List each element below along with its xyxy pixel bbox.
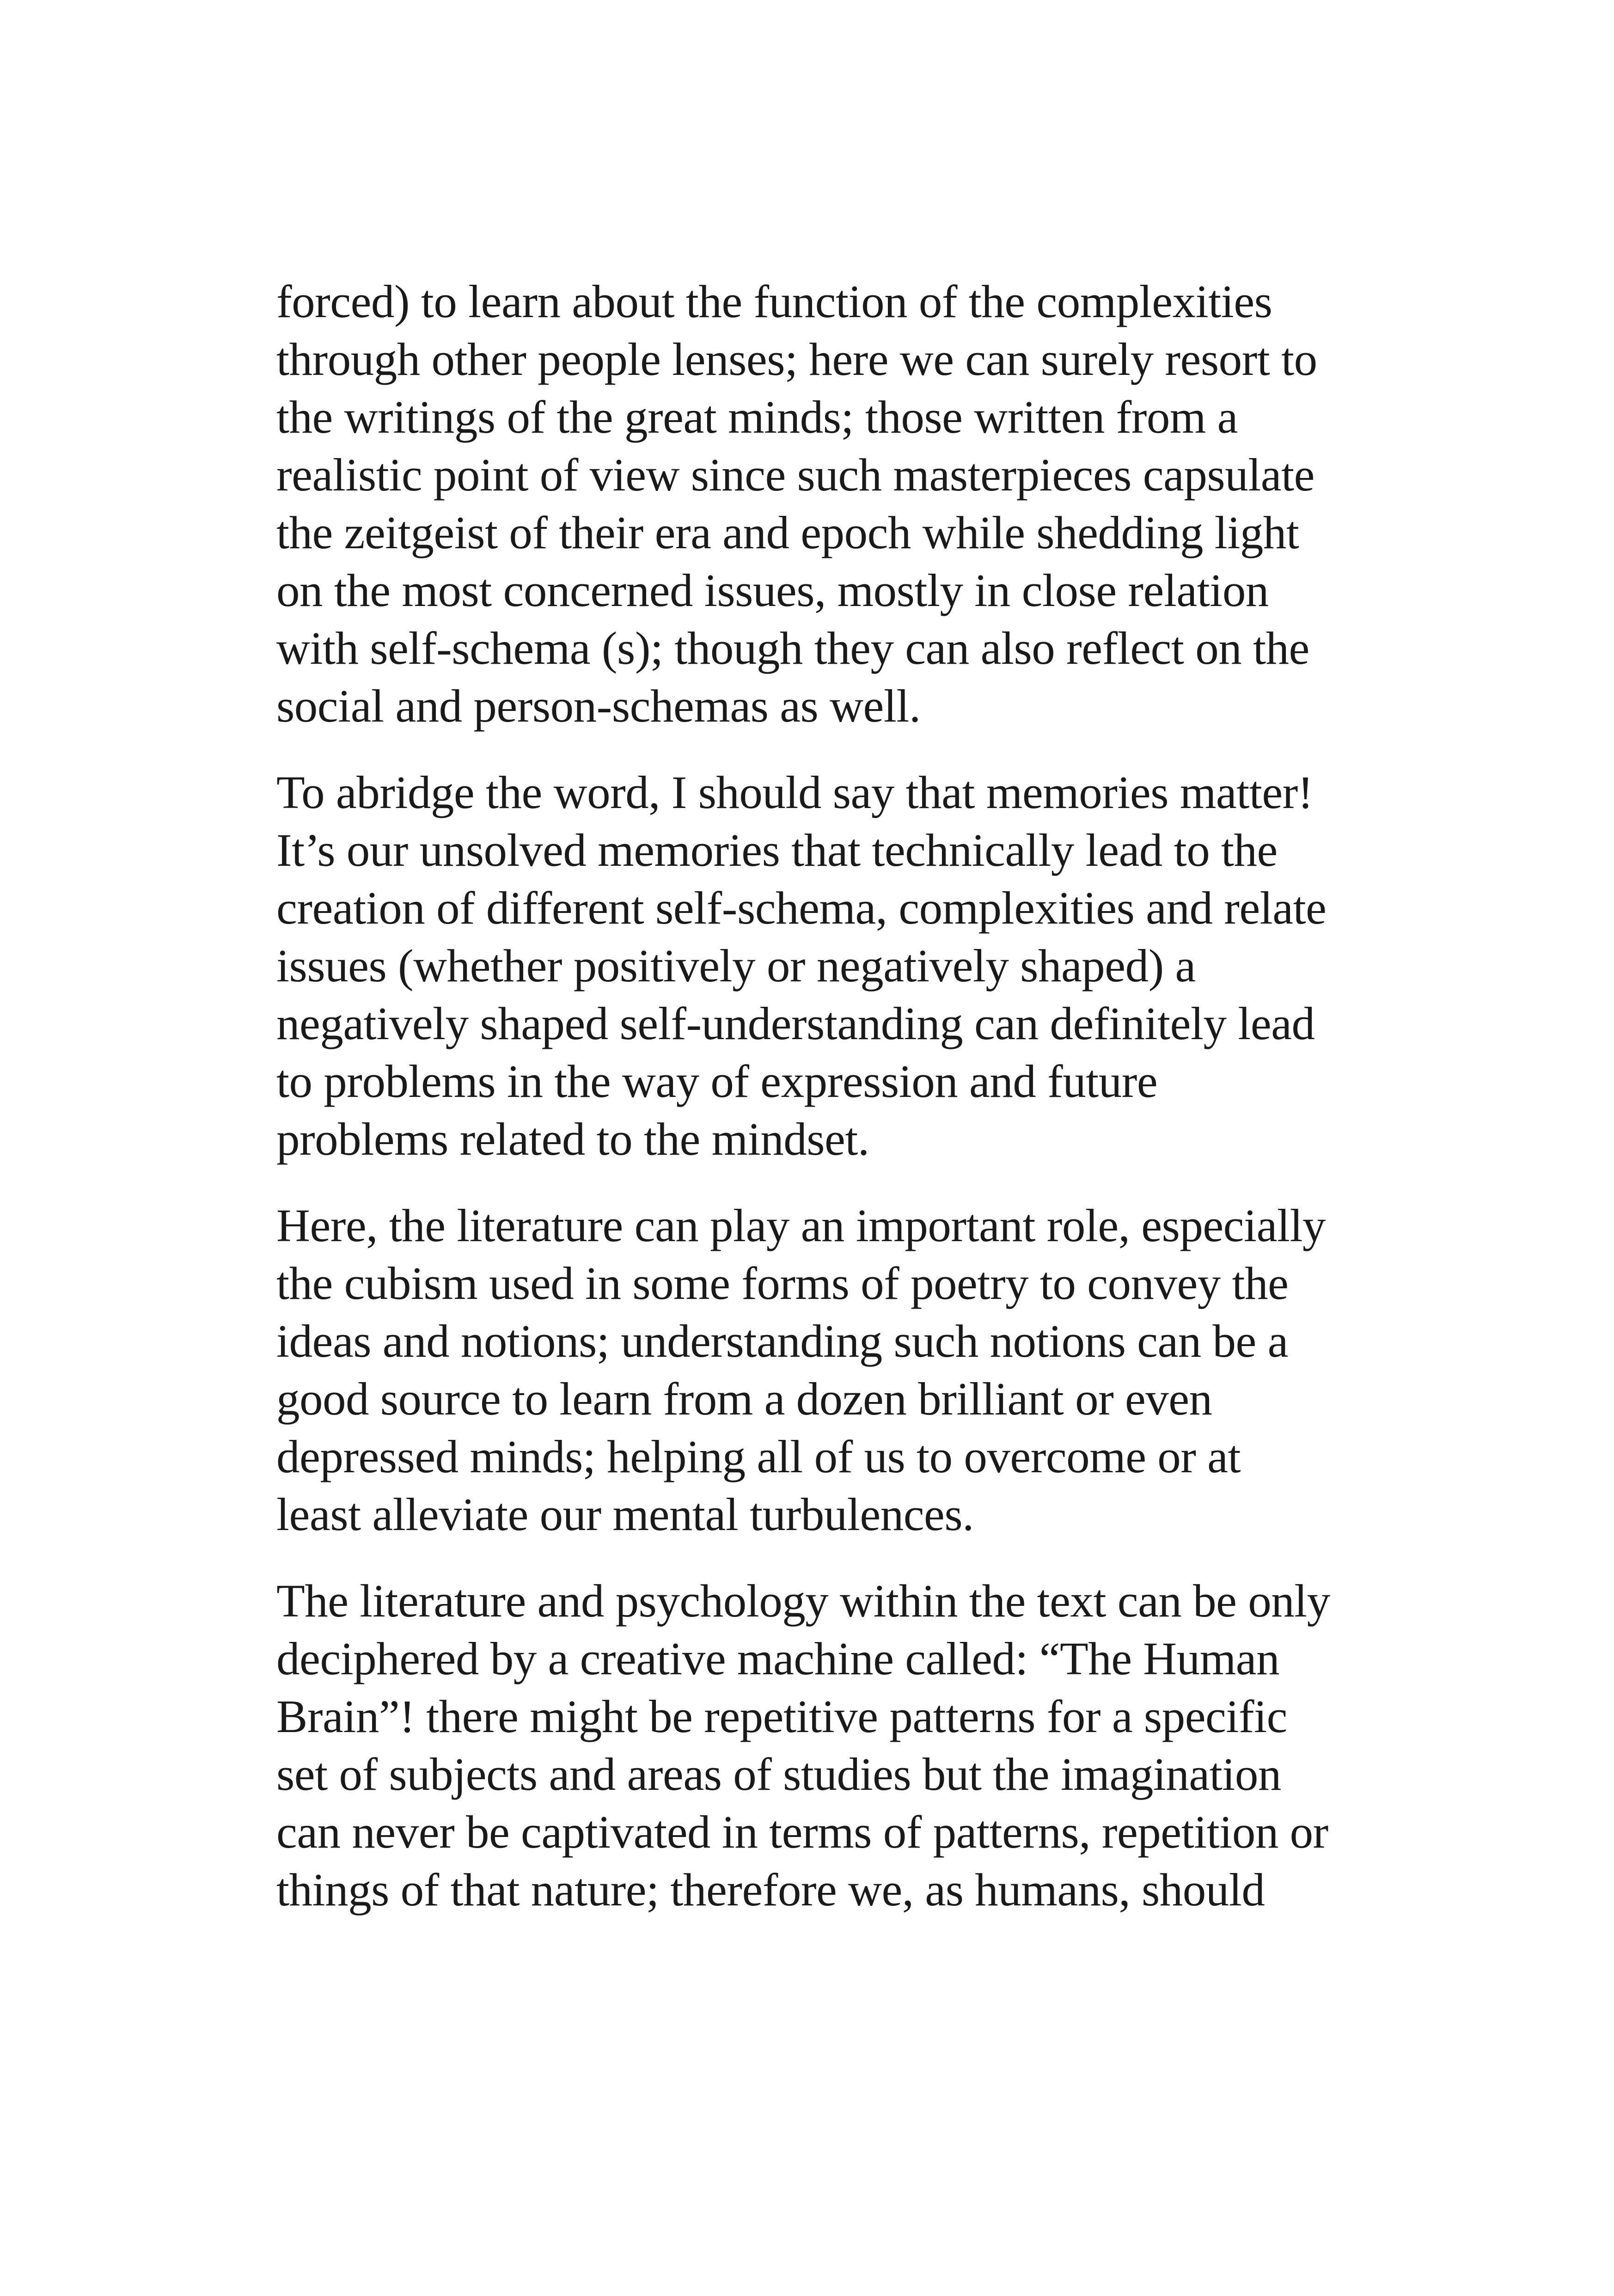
- text-line: with self-schema (s); though they can also reflect on the: [276, 622, 1309, 674]
- text-line: forced) to learn about the function of the complexities: [276, 276, 1272, 327]
- text-line: negatively shaped self-understanding can definitely lead: [276, 998, 1315, 1049]
- text-line: the cubism used in some forms of poetry to convey the: [276, 1257, 1289, 1309]
- text-line: least alleviate our mental turbulences.: [276, 1488, 974, 1540]
- text-line: things of that nature; therefore we, as humans, should: [276, 1864, 1265, 1916]
- text-line: good source to learn from a dozen brilliant or even: [276, 1373, 1212, 1425]
- text-line: Here, the literature can play an important role, especially: [276, 1200, 1326, 1251]
- text-line: set of subjects and areas of studies but the imagination: [276, 1748, 1281, 1800]
- text-line: deciphered by a creative machine called: “The Human: [276, 1633, 1280, 1684]
- text-line: ideas and notions; understanding such notions can be a: [276, 1315, 1288, 1367]
- text-line: the zeitgeist of their era and epoch while shedding light: [276, 507, 1299, 558]
- text-line: issues (whether positively or negatively shaped) a: [276, 940, 1196, 992]
- text-line: depressed minds; helping all of us to overcome or at: [276, 1431, 1241, 1482]
- paragraph-4: [276, 1572, 1524, 1919]
- text-line: through other people lenses; here we can surely resort to: [276, 333, 1317, 385]
- text-line: to problems in the way of expression and future: [276, 1055, 1158, 1107]
- text-line: It’s our unsolved memories that technically lead to the: [276, 824, 1278, 876]
- text-line: can never be captivated in terms of patterns, repetition or: [276, 1806, 1328, 1858]
- paragraph-1: [276, 273, 1524, 735]
- paragraph-2: [276, 764, 1524, 1168]
- text-line: creation of different self-schema, complexities and relate: [276, 882, 1327, 934]
- text-line: To abridge the word, I should say that memories matter!: [276, 766, 1313, 818]
- text-line: the writings of the great minds; those written from a: [276, 391, 1238, 443]
- paragraph-3: [276, 1197, 1524, 1543]
- text-line: social and person-schemas as well.: [276, 680, 921, 732]
- text-line: Brain”! there might be repetitive patterns for a specific: [276, 1690, 1287, 1742]
- text-line: problems related to the mindset.: [276, 1113, 869, 1165]
- text-line: realistic point of view since such masterpieces capsulate: [276, 449, 1314, 501]
- text-line: on the most concerned issues, mostly in close relation: [276, 564, 1269, 616]
- text-line: The literature and psychology within the text can be only: [276, 1575, 1330, 1627]
- body-text: [276, 273, 1524, 1947]
